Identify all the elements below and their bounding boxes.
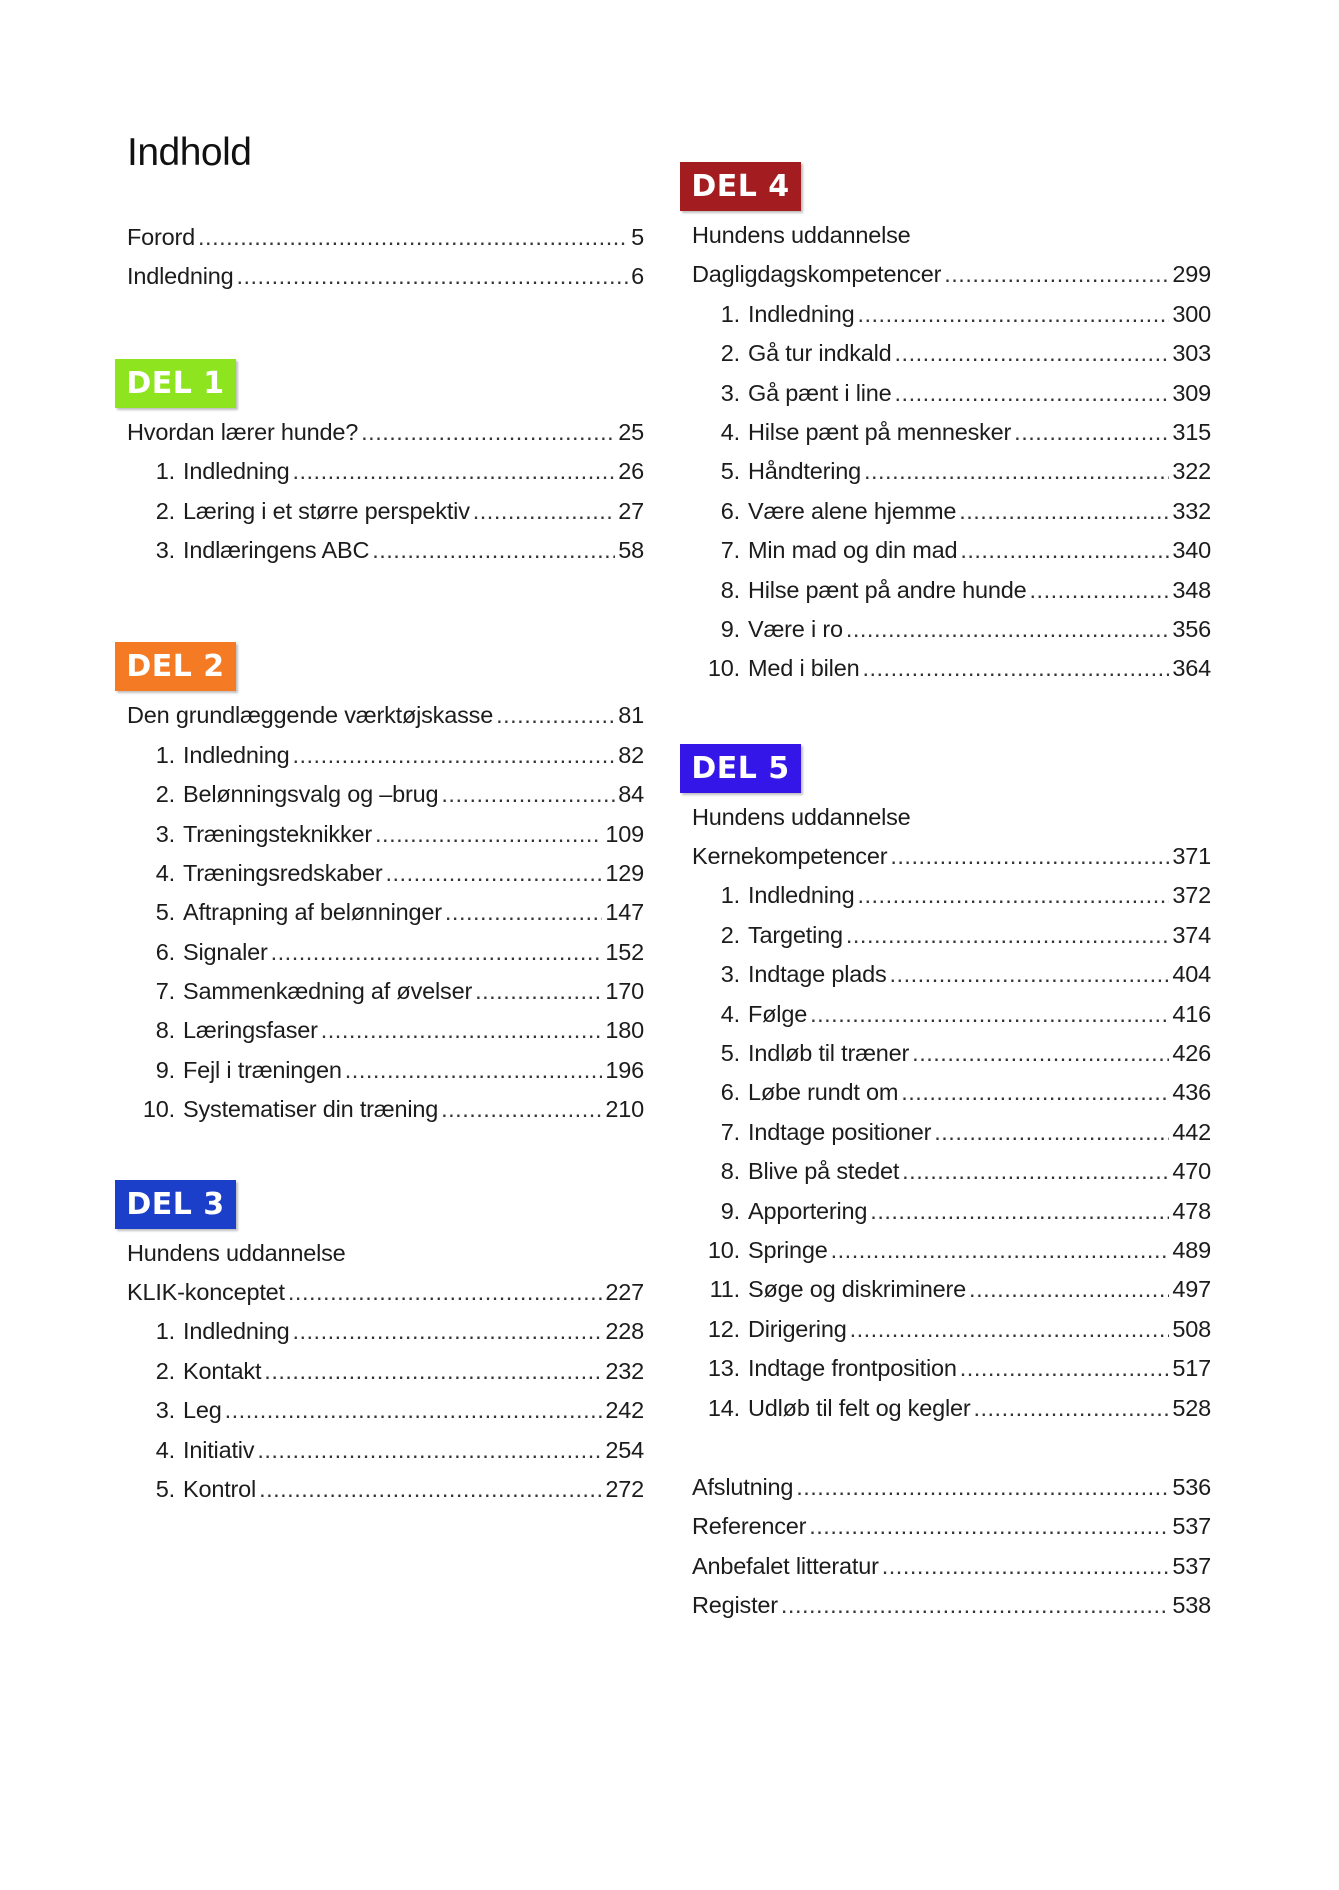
toc-page: 537 xyxy=(1172,1552,1211,1579)
toc-label: Leg xyxy=(183,1397,222,1424)
toc-subentry[interactable] xyxy=(127,1090,644,1129)
toc-number: 9. xyxy=(720,1197,740,1224)
del-2-items xyxy=(127,736,644,1130)
toc-label: Udløb til felt og kegler xyxy=(748,1394,971,1421)
toc-subentry[interactable] xyxy=(127,492,644,531)
toc-subentry[interactable] xyxy=(692,1389,1211,1428)
dot-leader xyxy=(864,452,1169,491)
toc-number: 9. xyxy=(155,1056,175,1083)
dot-leader xyxy=(846,916,1170,955)
toc-label: Gå pænt i line xyxy=(748,379,892,406)
dot-leader xyxy=(1014,413,1169,452)
toc-page: 442 xyxy=(1172,1118,1211,1145)
toc-subentry[interactable] xyxy=(692,492,1211,531)
toc-page: 416 xyxy=(1172,1000,1211,1027)
dot-leader xyxy=(257,1431,602,1470)
section-heading-del-3[interactable] xyxy=(127,1273,644,1312)
toc-subentry[interactable] xyxy=(692,1113,1211,1152)
toc-label: Indledning xyxy=(183,1318,290,1345)
section-heading-del-5[interactable] xyxy=(692,837,1211,876)
toc-number: 3. xyxy=(155,536,175,563)
toc-label: Den grundlæggende værktøjskasse xyxy=(127,702,494,729)
toc-page: 299 xyxy=(1172,261,1211,288)
toc-page: 497 xyxy=(1172,1276,1211,1303)
toc-page: 232 xyxy=(605,1357,644,1384)
toc-label: Være alene hjemme xyxy=(748,497,957,524)
toc-subentry[interactable] xyxy=(692,334,1211,373)
toc-number: 5. xyxy=(720,1040,740,1067)
toc-number: 3. xyxy=(155,1397,175,1424)
toc-label: Initiativ xyxy=(183,1436,255,1463)
dot-leader xyxy=(882,1547,1170,1586)
dot-leader xyxy=(895,374,1170,413)
toc-number: 3. xyxy=(155,820,175,847)
toc-entry-indledning[interactable] xyxy=(127,257,644,296)
toc-number: 10. xyxy=(707,1236,740,1263)
dot-leader xyxy=(960,531,1169,570)
toc-label: Følge xyxy=(748,1000,808,1027)
toc-page: 478 xyxy=(1172,1197,1211,1224)
toc-page: 254 xyxy=(605,1436,644,1463)
toc-subentry[interactable] xyxy=(127,452,644,491)
toc-page: 489 xyxy=(1172,1236,1211,1263)
dot-leader xyxy=(902,1152,1169,1191)
toc-page: 371 xyxy=(1172,843,1211,870)
toc-page: 322 xyxy=(1172,458,1211,485)
toc-page: 538 xyxy=(1172,1592,1211,1619)
dot-leader xyxy=(901,1073,1169,1112)
toc-subentry[interactable] xyxy=(692,571,1211,610)
del-4-items xyxy=(692,295,1211,689)
del-5-items xyxy=(692,876,1211,1427)
dot-leader xyxy=(890,955,1170,994)
dot-leader xyxy=(292,1312,602,1351)
section-heading-del-4[interactable] xyxy=(692,255,1211,294)
toc-label: Dagligdagskompetencer xyxy=(692,261,942,288)
del-5-subtitle: Hundens uddannelse xyxy=(692,803,911,830)
toc-page: 109 xyxy=(605,820,644,847)
toc-number: 1. xyxy=(720,300,740,327)
toc-page: 25 xyxy=(618,418,644,445)
toc-number: 8. xyxy=(155,1017,175,1044)
toc-page: 332 xyxy=(1172,497,1211,524)
toc-page: 309 xyxy=(1172,379,1211,406)
dot-leader xyxy=(271,933,603,972)
toc-number: 4. xyxy=(155,1436,175,1463)
toc-page: 180 xyxy=(605,1017,644,1044)
toc-number: 10. xyxy=(142,1096,175,1123)
toc-number: 9. xyxy=(720,615,740,642)
toc-label: Sammenkædning af øvelser xyxy=(183,978,473,1005)
toc-label: Belønningsvalg og –brug xyxy=(183,781,439,808)
del-3-subtitle: Hundens uddannelse xyxy=(127,1239,346,1266)
toc-subentry[interactable] xyxy=(692,1152,1211,1191)
toc-subentry[interactable] xyxy=(127,1011,644,1050)
toc-page: 272 xyxy=(605,1475,644,1502)
toc-number: 2. xyxy=(155,781,175,808)
toc-subentry[interactable] xyxy=(127,1470,644,1509)
dot-leader xyxy=(959,492,1169,531)
toc-subentry[interactable] xyxy=(127,736,644,775)
toc-number: 3. xyxy=(720,379,740,406)
del-3-badge: DEL 3 xyxy=(115,1180,236,1229)
toc-page: 242 xyxy=(605,1397,644,1424)
toc-page: 170 xyxy=(605,978,644,1005)
dot-leader xyxy=(850,1310,1170,1349)
toc-label: Kontakt xyxy=(183,1357,262,1384)
dot-leader xyxy=(810,995,1169,1034)
toc-subentry[interactable] xyxy=(127,1051,644,1090)
dot-leader xyxy=(496,696,615,735)
toc-subentry[interactable] xyxy=(692,1034,1211,1073)
dot-leader xyxy=(831,1231,1170,1270)
toc-label: Være i ro xyxy=(748,615,843,642)
toc-subentry[interactable] xyxy=(127,1352,644,1391)
toc-label: Min mad og din mad xyxy=(748,537,958,564)
toc-label: Hilse pænt på mennesker xyxy=(748,418,1012,445)
toc-column-right xyxy=(692,162,1211,1626)
dot-leader xyxy=(292,452,615,491)
toc-subentry[interactable] xyxy=(692,413,1211,452)
toc-number: 2. xyxy=(155,497,175,524)
toc-column-left xyxy=(127,218,644,1509)
toc-number: 5. xyxy=(155,899,175,926)
toc-page: 300 xyxy=(1172,300,1211,327)
dot-leader xyxy=(321,1011,603,1050)
toc-page: 470 xyxy=(1172,1158,1211,1185)
dot-leader xyxy=(934,1113,1169,1152)
toc-label: Forord xyxy=(127,224,196,250)
toc-number: 1. xyxy=(155,1318,175,1345)
toc-label: Indtage frontposition xyxy=(748,1355,957,1382)
toc-subentry[interactable] xyxy=(127,531,644,570)
toc-label: Hilse pænt på andre hunde xyxy=(748,576,1027,603)
toc-label: Hvordan lærer hunde? xyxy=(127,418,359,445)
toc-subentry[interactable] xyxy=(692,295,1211,334)
toc-subentry[interactable] xyxy=(692,876,1211,915)
toc-label: Referencer xyxy=(692,1513,807,1540)
toc-number: 5. xyxy=(720,458,740,485)
toc-subentry[interactable] xyxy=(127,933,644,972)
toc-entry[interactable] xyxy=(692,1586,1211,1625)
toc-number: 13. xyxy=(707,1355,740,1382)
toc-number: 12. xyxy=(707,1315,740,1342)
toc-label: Blive på stedet xyxy=(748,1158,900,1185)
toc-subentry[interactable] xyxy=(127,972,644,1011)
toc-number: 5. xyxy=(155,1475,175,1502)
dot-leader xyxy=(259,1470,602,1509)
toc-number: 10. xyxy=(707,655,740,682)
toc-page: 196 xyxy=(605,1056,644,1083)
toc-label: Læringsfaser xyxy=(183,1017,318,1044)
toc-label: Springe xyxy=(748,1236,828,1263)
toc-page: 372 xyxy=(1172,882,1211,909)
toc-page: 356 xyxy=(1172,615,1211,642)
toc-subentry[interactable] xyxy=(692,1073,1211,1112)
toc-entry[interactable] xyxy=(692,1507,1211,1546)
toc-subentry[interactable] xyxy=(692,374,1211,413)
toc-page: 227 xyxy=(605,1279,644,1306)
toc-label: Register xyxy=(692,1592,778,1619)
dot-leader xyxy=(890,837,1169,876)
toc-number: 1. xyxy=(720,882,740,909)
toc-subentry[interactable] xyxy=(127,893,644,932)
toc-page: 536 xyxy=(1172,1473,1211,1500)
toc-page: 58 xyxy=(618,536,644,563)
toc-label: Indledning xyxy=(127,263,234,290)
toc-page: 436 xyxy=(1172,1079,1211,1106)
toc-entry[interactable] xyxy=(692,1547,1211,1586)
toc-number: 8. xyxy=(720,576,740,603)
dot-leader xyxy=(870,1192,1169,1231)
del-4-badge: DEL 4 xyxy=(680,162,801,211)
toc-label: Træningsteknikker xyxy=(183,820,373,847)
toc-number: 1. xyxy=(155,458,175,485)
toc-page: 508 xyxy=(1172,1315,1211,1342)
toc-label: Aftrapning af belønninger xyxy=(183,899,442,926)
toc-label: Signaler xyxy=(183,938,268,965)
toc-number: 6. xyxy=(155,938,175,965)
toc-subentry[interactable] xyxy=(127,1312,644,1351)
toc-label: Søge og diskriminere xyxy=(748,1276,967,1303)
toc-label: Håndtering xyxy=(748,458,861,485)
toc-label: Løbe rundt om xyxy=(748,1079,899,1106)
toc-subentry[interactable] xyxy=(692,995,1211,1034)
dot-leader xyxy=(862,649,1169,688)
dot-leader xyxy=(1030,571,1170,610)
del-4-subtitle: Hundens uddannelse xyxy=(692,222,911,248)
toc-label: Dirigering xyxy=(748,1315,847,1342)
toc-page: 228 xyxy=(605,1318,644,1345)
toc-subentry[interactable] xyxy=(692,531,1211,570)
toc-number: 6. xyxy=(720,1079,740,1106)
toc-page: 210 xyxy=(605,1096,644,1123)
dot-leader xyxy=(198,218,628,257)
dot-leader xyxy=(857,295,1169,334)
toc-number: 14. xyxy=(707,1394,740,1421)
toc-label: Indledning xyxy=(748,882,855,909)
toc-subentry[interactable] xyxy=(127,1431,644,1470)
toc-subentry[interactable] xyxy=(127,854,644,893)
dot-leader xyxy=(385,854,602,893)
toc-label: Kontrol xyxy=(183,1475,257,1502)
toc-subentry[interactable] xyxy=(692,1349,1211,1388)
toc-number: 8. xyxy=(720,1158,740,1185)
toc-page: 26 xyxy=(618,458,644,485)
toc-page: 6 xyxy=(631,263,644,290)
toc-label: Apportering xyxy=(748,1197,868,1224)
toc-page: 303 xyxy=(1172,340,1211,367)
toc-label: Targeting xyxy=(748,921,843,948)
toc-label: Med i bilen xyxy=(748,655,860,682)
toc-subentry[interactable] xyxy=(692,649,1211,688)
del-1-badge: DEL 1 xyxy=(115,359,236,408)
dot-leader xyxy=(375,815,602,854)
toc-entry-forord[interactable] xyxy=(127,218,644,257)
toc-number: 7. xyxy=(720,1118,740,1145)
toc-page: 5 xyxy=(631,224,644,250)
toc-label: Indtage positioner xyxy=(748,1118,932,1145)
toc-subentry[interactable] xyxy=(692,916,1211,955)
toc-page: 152 xyxy=(605,938,644,965)
toc-number: 2. xyxy=(720,340,740,367)
dot-leader xyxy=(846,610,1170,649)
dot-leader xyxy=(445,893,602,932)
toc-page: 81 xyxy=(618,702,644,729)
toc-subentry[interactable] xyxy=(692,1270,1211,1309)
dot-leader xyxy=(809,1507,1169,1546)
toc-subentry[interactable] xyxy=(692,1192,1211,1231)
toc-page: 348 xyxy=(1172,576,1211,603)
toc-page: 374 xyxy=(1172,921,1211,948)
toc-label: Træningsredskaber xyxy=(183,859,383,886)
toc-subentry[interactable] xyxy=(127,815,644,854)
dot-leader xyxy=(361,413,615,452)
dot-leader xyxy=(345,1051,603,1090)
toc-subentry[interactable] xyxy=(692,452,1211,491)
toc-page: 27 xyxy=(618,497,644,524)
toc-page: 82 xyxy=(618,741,644,768)
toc-label: Gå tur indkald xyxy=(748,340,892,367)
dot-leader xyxy=(292,736,615,775)
dot-leader xyxy=(475,972,602,1011)
toc-page: 537 xyxy=(1172,1513,1211,1540)
toc-page: 129 xyxy=(605,859,644,886)
toc-number: 2. xyxy=(720,921,740,948)
toc-label: Indledning xyxy=(183,458,290,485)
toc-label: Kernekompetencer xyxy=(692,843,888,870)
toc-number: 2. xyxy=(155,1357,175,1384)
toc-label: Anbefalet litteratur xyxy=(692,1552,879,1579)
toc-label: KLIK-konceptet xyxy=(127,1279,285,1306)
toc-page: 84 xyxy=(618,781,644,808)
toc-subentry[interactable] xyxy=(692,1310,1211,1349)
page-title: Indhold xyxy=(127,131,252,174)
dot-leader xyxy=(441,1090,602,1129)
dot-leader xyxy=(857,876,1169,915)
dot-leader xyxy=(960,1349,1170,1388)
toc-number: 7. xyxy=(720,537,740,564)
toc-label: Indlæringens ABC xyxy=(183,536,370,563)
toc-number: 4. xyxy=(720,1000,740,1027)
toc-number: 1. xyxy=(155,741,175,768)
outro-items xyxy=(692,1468,1211,1626)
toc-number: 4. xyxy=(720,418,740,445)
toc-page: 517 xyxy=(1172,1355,1211,1382)
toc-label: Systematiser din træning xyxy=(183,1096,439,1123)
toc-page: 340 xyxy=(1172,537,1211,564)
dot-leader xyxy=(225,1391,603,1430)
toc-label: Indtage plads xyxy=(748,961,887,988)
toc-page: 364 xyxy=(1172,655,1211,682)
dot-leader xyxy=(944,255,1169,294)
toc-subentry[interactable] xyxy=(127,775,644,814)
toc-label: Indledning xyxy=(183,741,290,768)
dot-leader xyxy=(895,334,1170,373)
toc-page: 404 xyxy=(1172,961,1211,988)
toc-label: Indløb til træner xyxy=(748,1040,910,1067)
dot-leader xyxy=(288,1273,603,1312)
dot-leader xyxy=(441,775,615,814)
dot-leader xyxy=(264,1352,602,1391)
toc-label: Afslutning xyxy=(692,1473,794,1500)
toc-subentry[interactable] xyxy=(127,1391,644,1430)
section-heading-del-1[interactable] xyxy=(127,413,644,452)
dot-leader xyxy=(372,531,615,570)
dot-leader xyxy=(236,257,628,296)
toc-number: 11. xyxy=(709,1276,740,1303)
del-1-items xyxy=(127,452,644,570)
dot-leader xyxy=(912,1034,1169,1073)
toc-subentry[interactable] xyxy=(692,1231,1211,1270)
toc-entry[interactable] xyxy=(692,1468,1211,1507)
toc-page: 426 xyxy=(1172,1040,1211,1067)
del-5-badge: DEL 5 xyxy=(680,744,801,793)
toc-number: 4. xyxy=(155,859,175,886)
toc-page: 315 xyxy=(1172,418,1211,445)
dot-leader xyxy=(473,492,616,531)
toc-subentry[interactable] xyxy=(692,955,1211,994)
toc-label: Indledning xyxy=(748,300,855,327)
dot-leader xyxy=(973,1389,1169,1428)
toc-label: Læring i et større perspektiv xyxy=(183,497,470,524)
toc-number: 7. xyxy=(155,978,175,1005)
dot-leader xyxy=(781,1586,1169,1625)
dot-leader xyxy=(969,1270,1169,1309)
toc-page: 147 xyxy=(605,899,644,926)
del-3-items xyxy=(127,1312,644,1509)
toc-number: 6. xyxy=(720,497,740,524)
dot-leader xyxy=(796,1468,1169,1507)
del-2-badge: DEL 2 xyxy=(115,642,236,691)
section-heading-del-2[interactable] xyxy=(127,696,644,735)
toc-label: Fejl i træningen xyxy=(183,1056,342,1083)
toc-number: 3. xyxy=(720,961,740,988)
toc-page: 528 xyxy=(1172,1394,1211,1421)
toc-subentry[interactable] xyxy=(692,610,1211,649)
